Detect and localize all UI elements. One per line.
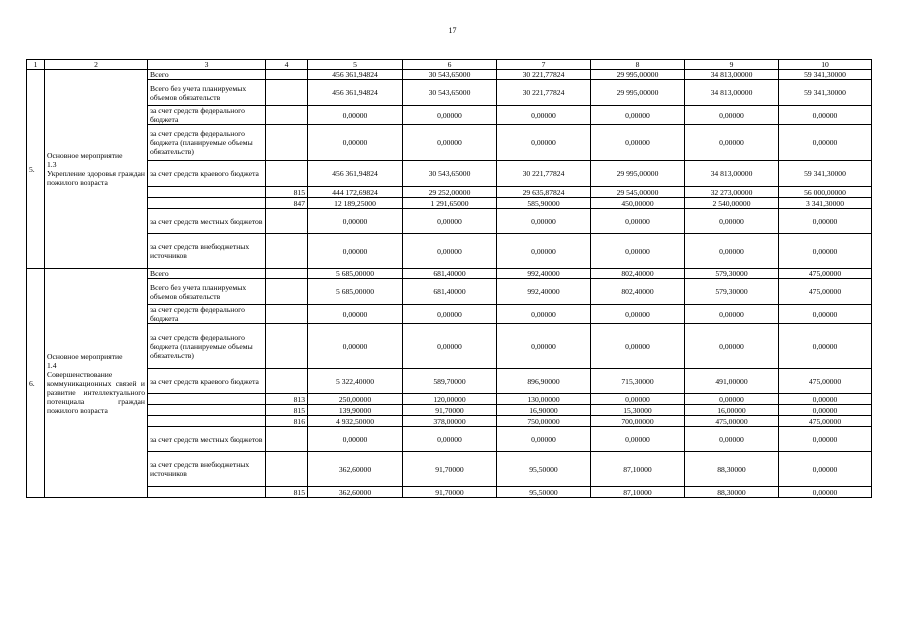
amount-cell: 0,00000 xyxy=(308,305,403,324)
budget-code xyxy=(266,106,308,125)
funding-source: за счет средств федерального бюджета (планируемые объемы обязательств) xyxy=(148,125,266,161)
amount-cell: 95,50000 xyxy=(497,487,591,498)
amount-cell: 88,30000 xyxy=(685,452,779,487)
amount-cell: 87,10000 xyxy=(591,452,685,487)
amount-cell: 0,00000 xyxy=(591,427,685,452)
funding-source: за счет средств внебюджетных источников xyxy=(148,234,266,269)
amount-cell: 0,00000 xyxy=(591,305,685,324)
amount-cell: 16,00000 xyxy=(685,405,779,416)
budget-table xyxy=(26,59,872,498)
amount-cell: 0,00000 xyxy=(497,106,591,125)
amount-cell: 362,60000 xyxy=(308,487,403,498)
measure-index: 6. xyxy=(27,269,45,498)
table-row xyxy=(27,427,872,452)
amount-cell: 0,00000 xyxy=(779,427,872,452)
table-row xyxy=(27,198,872,209)
funding-source xyxy=(148,416,266,427)
page-number: 17 xyxy=(448,26,457,35)
table-row xyxy=(27,125,872,161)
table-row xyxy=(27,187,872,198)
amount-cell: 0,00000 xyxy=(779,125,872,161)
amount-cell: 0,00000 xyxy=(308,106,403,125)
budget-code xyxy=(266,452,308,487)
amount-cell: 30 543,65000 xyxy=(403,161,497,187)
column-number: 3 xyxy=(148,60,266,70)
amount-cell: 0,00000 xyxy=(403,209,497,234)
amount-cell: 681,40000 xyxy=(403,269,497,279)
amount-cell: 30 221,77824 xyxy=(497,70,591,80)
budget-code xyxy=(266,209,308,234)
column-number: 4 xyxy=(266,60,308,70)
amount-cell: 3 341,30000 xyxy=(779,198,872,209)
amount-cell: 29 995,00000 xyxy=(591,80,685,106)
amount-cell: 0,00000 xyxy=(308,427,403,452)
amount-cell: 378,00000 xyxy=(403,416,497,427)
budget-code xyxy=(266,161,308,187)
table-row xyxy=(27,452,872,487)
amount-cell: 59 341,30000 xyxy=(779,161,872,187)
budget-code: 813 xyxy=(266,394,308,405)
amount-cell: 802,40000 xyxy=(591,269,685,279)
table-row xyxy=(27,416,872,427)
amount-cell: 0,00000 xyxy=(308,234,403,269)
amount-cell: 589,70000 xyxy=(403,369,497,394)
amount-cell: 0,00000 xyxy=(685,427,779,452)
amount-cell: 585,90000 xyxy=(497,198,591,209)
funding-source xyxy=(148,405,266,416)
amount-cell: 250,00000 xyxy=(308,394,403,405)
budget-code xyxy=(266,80,308,106)
table-row xyxy=(27,70,872,80)
amount-cell: 362,60000 xyxy=(308,452,403,487)
amount-cell: 95,50000 xyxy=(497,452,591,487)
amount-cell: 700,00000 xyxy=(591,416,685,427)
amount-cell: 59 341,30000 xyxy=(779,80,872,106)
amount-cell: 0,00000 xyxy=(591,209,685,234)
amount-cell: 0,00000 xyxy=(497,234,591,269)
amount-cell: 992,40000 xyxy=(497,279,591,305)
amount-cell: 0,00000 xyxy=(591,234,685,269)
amount-cell: 0,00000 xyxy=(779,452,872,487)
amount-cell: 0,00000 xyxy=(497,324,591,369)
amount-cell: 0,00000 xyxy=(685,106,779,125)
budget-code: 815 xyxy=(266,487,308,498)
table-row xyxy=(27,305,872,324)
amount-cell: 992,40000 xyxy=(497,269,591,279)
amount-cell: 29 545,00000 xyxy=(591,187,685,198)
table-row xyxy=(27,234,872,269)
amount-cell: 0,00000 xyxy=(403,106,497,125)
amount-cell: 475,00000 xyxy=(779,269,872,279)
amount-cell: 475,00000 xyxy=(779,279,872,305)
column-number: 6 xyxy=(403,60,497,70)
amount-cell: 88,30000 xyxy=(685,487,779,498)
column-number: 7 xyxy=(497,60,591,70)
amount-cell: 750,00000 xyxy=(497,416,591,427)
amount-cell: 0,00000 xyxy=(497,427,591,452)
funding-source xyxy=(148,394,266,405)
amount-cell: 15,30000 xyxy=(591,405,685,416)
amount-cell: 0,00000 xyxy=(591,324,685,369)
amount-cell: 91,70000 xyxy=(403,452,497,487)
measure-index: 5. xyxy=(27,70,45,269)
table-row xyxy=(27,487,872,498)
amount-cell: 456 361,94824 xyxy=(308,70,403,80)
amount-cell: 0,00000 xyxy=(685,324,779,369)
amount-cell: 56 000,00000 xyxy=(779,187,872,198)
amount-cell: 0,00000 xyxy=(308,125,403,161)
table-row xyxy=(27,106,872,125)
amount-cell: 0,00000 xyxy=(779,405,872,416)
funding-source: за счет средств внебюджетных источников xyxy=(148,452,266,487)
amount-cell: 29 995,00000 xyxy=(591,161,685,187)
amount-cell: 5 685,00000 xyxy=(308,279,403,305)
funding-source: за счет средств федерального бюджета xyxy=(148,305,266,324)
measure-title: Основное мероприятие xyxy=(47,151,123,160)
amount-cell: 30 221,77824 xyxy=(497,80,591,106)
amount-cell: 475,00000 xyxy=(779,416,872,427)
measure-title: Основное мероприятие xyxy=(47,351,123,361)
budget-code xyxy=(266,427,308,452)
amount-cell: 12 189,25000 xyxy=(308,198,403,209)
amount-cell: 0,00000 xyxy=(685,234,779,269)
budget-code xyxy=(266,234,308,269)
amount-cell: 0,00000 xyxy=(497,305,591,324)
amount-cell: 139,90000 xyxy=(308,405,403,416)
amount-cell: 0,00000 xyxy=(497,209,591,234)
amount-cell: 0,00000 xyxy=(779,106,872,125)
amount-cell: 0,00000 xyxy=(779,234,872,269)
measure-desc: Совершенствование коммуникационных связей и развитие интеллектуального потенциала граждан пожилого возраста xyxy=(47,369,145,415)
amount-cell: 32 273,00000 xyxy=(685,187,779,198)
amount-cell: 4 932,50000 xyxy=(308,416,403,427)
amount-cell: 491,00000 xyxy=(685,369,779,394)
amount-cell: 34 813,00000 xyxy=(685,80,779,106)
table-row xyxy=(27,80,872,106)
table-row xyxy=(27,394,872,405)
amount-cell: 5 685,00000 xyxy=(308,269,403,279)
column-number: 5 xyxy=(308,60,403,70)
funding-source: Всего xyxy=(148,70,266,80)
column-number: 1 xyxy=(27,60,45,70)
amount-cell: 444 172,69824 xyxy=(308,187,403,198)
amount-cell: 896,90000 xyxy=(497,369,591,394)
amount-cell: 475,00000 xyxy=(779,369,872,394)
amount-cell: 0,00000 xyxy=(685,394,779,405)
amount-cell: 29 995,00000 xyxy=(591,70,685,80)
budget-code: 847 xyxy=(266,198,308,209)
measure-code: 1.4 xyxy=(47,360,57,370)
column-number: 2 xyxy=(45,60,148,70)
amount-cell: 0,00000 xyxy=(685,209,779,234)
amount-cell: 0,00000 xyxy=(779,394,872,405)
funding-source: за счет средств федерального бюджета (планируемые объемы обязательств) xyxy=(148,324,266,369)
amount-cell: 450,00000 xyxy=(591,198,685,209)
amount-cell: 456 361,94824 xyxy=(308,161,403,187)
amount-cell: 681,40000 xyxy=(403,279,497,305)
table-row xyxy=(27,405,872,416)
budget-code xyxy=(266,70,308,80)
funding-source: за счет средств федерального бюджета xyxy=(148,106,266,125)
amount-cell: 0,00000 xyxy=(403,324,497,369)
amount-cell: 91,70000 xyxy=(403,487,497,498)
budget-code xyxy=(266,125,308,161)
funding-source: за счет средств местных бюджетов xyxy=(148,209,266,234)
amount-cell: 2 540,00000 xyxy=(685,198,779,209)
amount-cell: 0,00000 xyxy=(591,125,685,161)
budget-code: 815 xyxy=(266,187,308,198)
amount-cell: 475,00000 xyxy=(685,416,779,427)
amount-cell: 0,00000 xyxy=(308,324,403,369)
amount-cell: 456 361,94824 xyxy=(308,80,403,106)
amount-cell: 0,00000 xyxy=(403,125,497,161)
budget-code xyxy=(266,305,308,324)
funding-source: Всего xyxy=(148,269,266,279)
table-row xyxy=(27,269,872,279)
table-row xyxy=(27,369,872,394)
amount-cell: 0,00000 xyxy=(591,106,685,125)
budget-code xyxy=(266,279,308,305)
table-row xyxy=(27,279,872,305)
table-row xyxy=(27,324,872,369)
amount-cell: 29 635,87824 xyxy=(497,187,591,198)
amount-cell: 130,00000 xyxy=(497,394,591,405)
funding-source xyxy=(148,487,266,498)
funding-source xyxy=(148,198,266,209)
funding-source: Всего без учета планируемых объемов обязательств xyxy=(148,279,266,305)
column-number: 9 xyxy=(685,60,779,70)
amount-cell: 59 341,30000 xyxy=(779,70,872,80)
amount-cell: 0,00000 xyxy=(685,125,779,161)
column-number-row xyxy=(27,60,872,70)
amount-cell: 715,30000 xyxy=(591,369,685,394)
amount-cell: 30 543,65000 xyxy=(403,80,497,106)
funding-source: Всего без учета планируемых объемов обязательств xyxy=(148,80,266,106)
amount-cell: 16,90000 xyxy=(497,405,591,416)
amount-cell: 579,30000 xyxy=(685,269,779,279)
amount-cell: 0,00000 xyxy=(403,234,497,269)
amount-cell: 5 322,40000 xyxy=(308,369,403,394)
column-number: 8 xyxy=(591,60,685,70)
amount-cell: 0,00000 xyxy=(779,305,872,324)
amount-cell: 34 813,00000 xyxy=(685,161,779,187)
table-row xyxy=(27,209,872,234)
amount-cell: 30 543,65000 xyxy=(403,70,497,80)
budget-code xyxy=(266,324,308,369)
amount-cell: 0,00000 xyxy=(308,209,403,234)
funding-source: за счет средств местных бюджетов xyxy=(148,427,266,452)
measure-name xyxy=(45,269,148,498)
amount-cell: 0,00000 xyxy=(779,209,872,234)
amount-cell: 87,10000 xyxy=(591,487,685,498)
amount-cell: 802,40000 xyxy=(591,279,685,305)
budget-code xyxy=(266,269,308,279)
amount-cell: 120,00000 xyxy=(403,394,497,405)
amount-cell: 1 291,65000 xyxy=(403,198,497,209)
funding-source xyxy=(148,187,266,198)
measure-name xyxy=(45,70,148,269)
amount-cell: 0,00000 xyxy=(403,427,497,452)
budget-code xyxy=(266,369,308,394)
funding-source: за счет средств краевого бюджета xyxy=(148,369,266,394)
amount-cell: 29 252,00000 xyxy=(403,187,497,198)
funding-source: за счет средств краевого бюджета xyxy=(148,161,266,187)
amount-cell: 91,70000 xyxy=(403,405,497,416)
measure-desc: Укрепление здоровья граждан пожилого возраста xyxy=(47,169,145,187)
amount-cell: 579,30000 xyxy=(685,279,779,305)
amount-cell: 0,00000 xyxy=(685,305,779,324)
amount-cell: 30 221,77824 xyxy=(497,161,591,187)
amount-cell: 0,00000 xyxy=(497,125,591,161)
column-number: 10 xyxy=(779,60,872,70)
table-row xyxy=(27,161,872,187)
amount-cell: 0,00000 xyxy=(779,324,872,369)
amount-cell: 0,00000 xyxy=(403,305,497,324)
amount-cell: 0,00000 xyxy=(591,394,685,405)
amount-cell: 34 813,00000 xyxy=(685,70,779,80)
amount-cell: 0,00000 xyxy=(779,487,872,498)
budget-code: 815 xyxy=(266,405,308,416)
budget-code: 816 xyxy=(266,416,308,427)
measure-code: 1.3 xyxy=(47,160,57,169)
